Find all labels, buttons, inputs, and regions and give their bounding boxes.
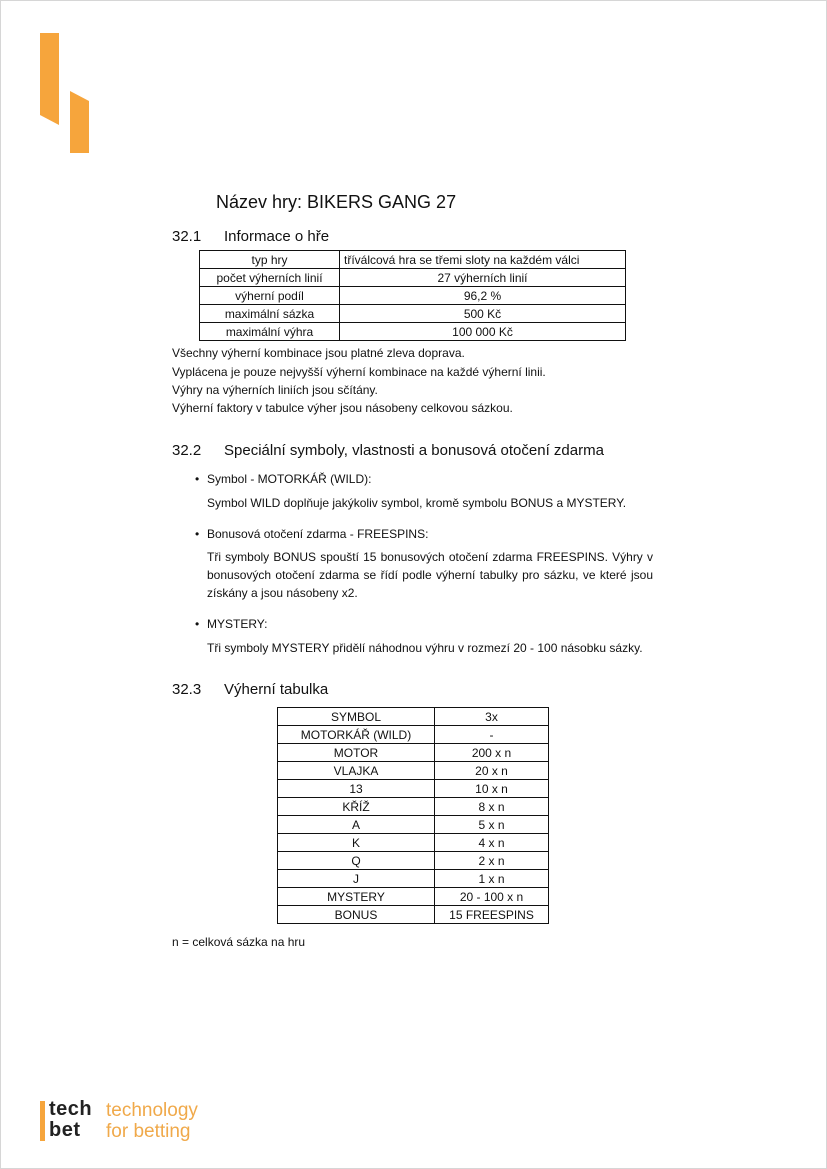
info-label: počet výherních linií bbox=[200, 269, 340, 287]
table-row bbox=[200, 269, 626, 287]
logo-tagline-1: technology bbox=[106, 1100, 198, 1121]
payout-cell: 2 x n bbox=[435, 852, 549, 870]
table-row bbox=[278, 834, 549, 852]
table-row bbox=[200, 287, 626, 305]
symbol-cell: VLAJKA bbox=[278, 762, 435, 780]
paytable-note: n = celková sázka na hru bbox=[172, 935, 306, 949]
table-row bbox=[278, 762, 549, 780]
payout-cell: 4 x n bbox=[435, 834, 549, 852]
table-row bbox=[278, 906, 549, 924]
table-row bbox=[200, 323, 626, 341]
document-title: Název hry: BIKERS GANG 27 bbox=[216, 192, 457, 212]
section-heading-32-3 bbox=[172, 681, 328, 698]
symbol-cell: J bbox=[278, 870, 435, 888]
rule-paragraph: Výhry na výherních liniích jsou sčítány. bbox=[172, 383, 378, 397]
info-value: 100 000 Kč bbox=[340, 323, 626, 341]
section-title: Speciální symboly, vlastnosti a bonusová otočení zdarma bbox=[224, 442, 604, 459]
paytable bbox=[277, 707, 549, 924]
section-heading-32-1 bbox=[172, 228, 329, 245]
logo-word-bet: bet bbox=[49, 1119, 81, 1141]
table-row bbox=[278, 852, 549, 870]
payout-cell: 10 x n bbox=[435, 780, 549, 798]
payout-cell: 1 x n bbox=[435, 870, 549, 888]
table-row bbox=[200, 305, 626, 323]
symbol-cell: Q bbox=[278, 852, 435, 870]
table-row bbox=[278, 888, 549, 906]
bullet-freespins-text: Tři symboly BONUS spouští 15 bonusových otočení zdarma FREESPINS. Výhry v bonusových otočení zdarma se řídí podle výherní tabulky pro sázku, ve které jsou získány a jsou násobeny x2. bbox=[207, 550, 653, 600]
table-row bbox=[278, 726, 549, 744]
table-row bbox=[278, 798, 549, 816]
table-row bbox=[278, 744, 549, 762]
table-row bbox=[278, 816, 549, 834]
symbol-cell: 13 bbox=[278, 780, 435, 798]
symbol-cell: A bbox=[278, 816, 435, 834]
column-header-3x: 3x bbox=[435, 708, 549, 726]
section-number: 32.3 bbox=[172, 681, 202, 698]
bullet-freespins: • Bonusová otočení zdarma - FREESPINS: bbox=[195, 527, 428, 541]
info-label: výherní podíl bbox=[200, 287, 340, 305]
logo-bar-icon bbox=[40, 1101, 45, 1141]
payout-cell: 5 x n bbox=[435, 816, 549, 834]
info-value: 500 Kč bbox=[340, 305, 626, 323]
payout-cell: 20 x n bbox=[435, 762, 549, 780]
payout-cell: 20 - 100 x n bbox=[435, 888, 549, 906]
payout-cell: 15 FREESPINS bbox=[435, 906, 549, 924]
info-label: typ hry bbox=[200, 251, 340, 269]
rule-paragraph: Všechny výherní kombinace jsou platné zleva doprava. bbox=[172, 346, 465, 360]
game-info-table bbox=[199, 250, 626, 341]
section-number: 32.2 bbox=[172, 442, 202, 459]
payout-cell: - bbox=[435, 726, 549, 744]
symbol-cell: MOTORKÁŘ (WILD) bbox=[278, 726, 435, 744]
symbol-cell: K bbox=[278, 834, 435, 852]
symbol-cell: MOTOR bbox=[278, 744, 435, 762]
symbol-cell: MYSTERY bbox=[278, 888, 435, 906]
bullet-mystery-text: Tři symboly MYSTERY přidělí náhodnou výhru v rozmezí 20 - 100 násobku sázky. bbox=[207, 641, 643, 655]
section-number: 32.1 bbox=[172, 228, 202, 245]
info-label: maximální výhra bbox=[200, 323, 340, 341]
info-label: maximální sázka bbox=[200, 305, 340, 323]
logo-tagline-2: for betting bbox=[106, 1121, 191, 1142]
symbol-cell: KŘÍŽ bbox=[278, 798, 435, 816]
info-value: tříválcová hra se třemi sloty na každém válci bbox=[340, 251, 626, 269]
info-value: 96,2 % bbox=[340, 287, 626, 305]
table-header-row bbox=[278, 708, 549, 726]
column-header-symbol: SYMBOL bbox=[278, 708, 435, 726]
footer-logo bbox=[40, 1100, 240, 1145]
techbet-logo-mark-icon bbox=[40, 33, 92, 155]
info-value: 27 výherních linií bbox=[340, 269, 626, 287]
section-title: Výherní tabulka bbox=[224, 681, 329, 698]
payout-cell: 200 x n bbox=[435, 744, 549, 762]
payout-cell: 8 x n bbox=[435, 798, 549, 816]
bullet-wild-text: Symbol WILD doplňuje jakýkoliv symbol, kromě symbolu BONUS a MYSTERY. bbox=[207, 496, 627, 510]
table-row bbox=[200, 251, 626, 269]
bullet-mystery: • MYSTERY: bbox=[195, 617, 267, 631]
logo-word-tech: tech bbox=[49, 1098, 93, 1120]
section-title: Informace o hře bbox=[224, 228, 330, 245]
rule-paragraph: Vyplácena je pouze nejvyšší výherní kombinace na každé výherní linii. bbox=[172, 365, 546, 379]
table-row bbox=[278, 870, 549, 888]
section-heading-32-2 bbox=[172, 442, 604, 459]
bullet-wild: • Symbol - MOTORKÁŘ (WILD): bbox=[195, 472, 371, 486]
table-row bbox=[278, 780, 549, 798]
rule-paragraph: Výherní faktory v tabulce výher jsou násobeny celkovou sázkou. bbox=[172, 401, 513, 415]
symbol-cell: BONUS bbox=[278, 906, 435, 924]
